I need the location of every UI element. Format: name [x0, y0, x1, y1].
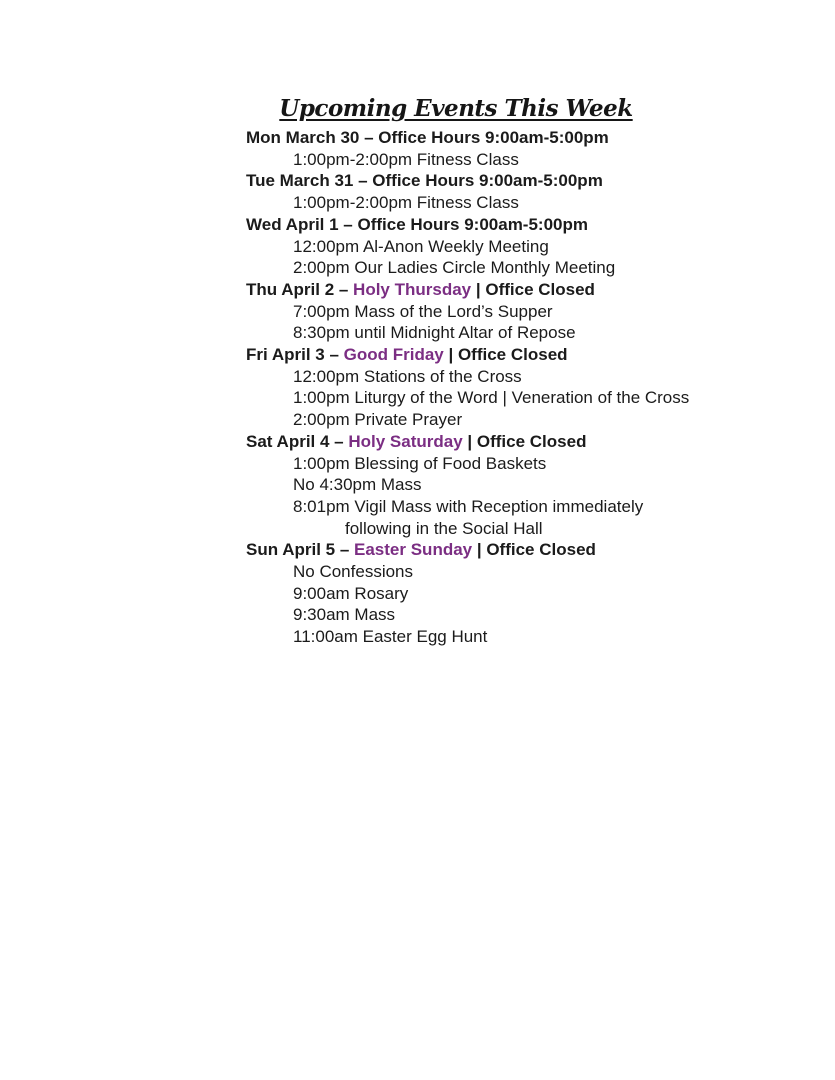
holy-day-highlight: Good Friday [343, 345, 444, 365]
event-item: 2:00pm Our Ladies Circle Monthly Meeting [293, 258, 616, 278]
event-item: No 4:30pm Mass [293, 475, 422, 495]
event-day-heading [246, 539, 676, 561]
day-heading-text: Thu April 2 – [246, 279, 354, 299]
day-heading-suffix: | Office Closed [472, 540, 596, 560]
event-day-heading [246, 214, 676, 236]
event-item: 9:00am Rosary [293, 583, 409, 603]
event-item: 1:00pm Liturgy of the Word | Veneration of the Cross [293, 388, 690, 408]
event-item: 1:00pm-2:00pm Fitness Class [293, 149, 519, 169]
holy-day-highlight: Holy Saturday [348, 431, 463, 451]
day-heading-text: Sun April 5 – [246, 540, 355, 560]
day-heading-text: Sat April 4 – [246, 431, 349, 451]
holy-day-highlight: Easter Sunday [354, 540, 473, 560]
event-list [246, 127, 690, 648]
event-item: 1:00pm Blessing of Food Baskets [293, 453, 547, 473]
event-item: following in the Social Hall [345, 518, 543, 538]
event-item: 11:00am Easter Egg Hunt [293, 627, 488, 647]
page-title: Upcoming Events This Week [279, 95, 633, 122]
events-section [246, 94, 690, 648]
day-heading-suffix: | Office Closed [443, 345, 568, 365]
event-day-heading [246, 279, 676, 301]
holy-day-highlight: Holy Thursday [353, 279, 472, 299]
event-day-heading [246, 127, 676, 149]
event-item: 12:00pm Stations of the Cross [293, 366, 522, 386]
event-item: 12:00pm Al-Anon Weekly Meeting [293, 236, 549, 256]
event-item: 8:30pm until Midnight Altar of Repose [293, 323, 576, 343]
event-day-heading [246, 431, 676, 453]
event-item: 7:00pm Mass of the Lord’s Supper [293, 301, 553, 321]
event-item: 9:30am Mass [293, 605, 396, 625]
day-heading-text: Tue March 31 – Office Hours 9:00am-5:00pm [246, 171, 603, 191]
event-item: 8:01pm Vigil Mass with Reception immediately [293, 496, 644, 516]
day-heading-text: Mon March 30 – Office Hours 9:00am-5:00pm [246, 128, 609, 147]
day-heading-text: Wed April 1 – Office Hours 9:00am-5:00pm [246, 214, 588, 234]
event-day-heading [246, 170, 676, 192]
day-heading-text: Fri April 3 – [246, 345, 344, 365]
day-heading-suffix: | Office Closed [471, 279, 595, 299]
event-item: No Confessions [293, 562, 414, 582]
event-day-heading [246, 344, 676, 366]
event-item: 1:00pm-2:00pm Fitness Class [293, 193, 519, 213]
day-heading-suffix: | Office Closed [462, 431, 587, 451]
event-item: 2:00pm Private Prayer [293, 410, 463, 430]
